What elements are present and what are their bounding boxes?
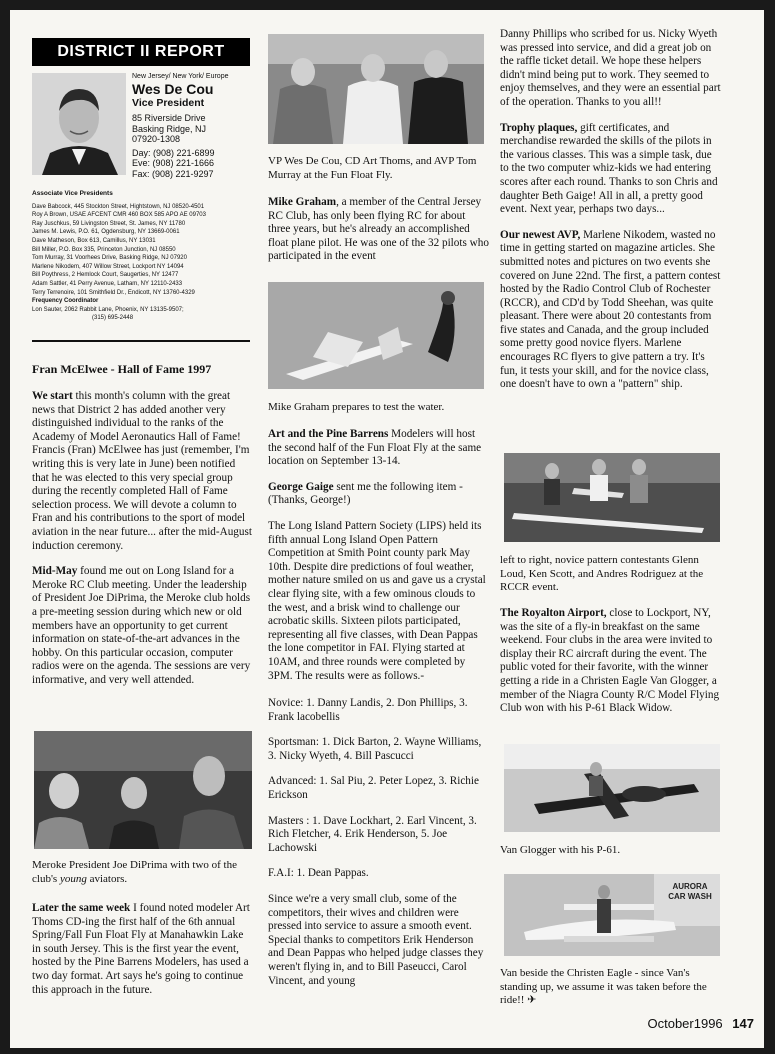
photo-rccr-contestants: [504, 453, 720, 542]
assoc-item: Terry Terrenoire, 101 Smithfield Dr., Endicott, NY 13760-4329: [32, 289, 195, 296]
assoc-item: Dave Matheson, Box 613, Camillus, NY 13031: [32, 237, 156, 244]
vp-address-3: 07920-1308: [132, 134, 181, 144]
assoc-item: Bill Poythress, 2 Hemlock Court, Saugerties, NY 12477: [32, 272, 179, 279]
col3-text-mid: [500, 607, 722, 716]
paragraph: Art and the Pine Barrens Modelers will host the second half of the Fun Float Fly at the same location on September 13-14.: [268, 428, 482, 468]
car-wash-sign: AURORA CAR WASH: [668, 882, 712, 901]
issue-date: October1996: [647, 1016, 723, 1031]
col2-text-top: [268, 196, 490, 264]
paragraph: The Royalton Airport, close to Lockport, NY, was the site of a fly-in breakfast on the same weekend. Four clubs in the area were invited to display their RC aircraft during the event. The public voted for their favorite, with the winner getting a ride in a Christen Eagle Van Glogger, a member of the Niagra County R/C Model Flying Club won with his P-61 Black Widow.: [500, 607, 720, 715]
results-novice: Novice: 1. Danny Landis, 2. Don Phillips, 3. Frank lacobellis: [268, 697, 468, 723]
col1-text-top: [32, 390, 254, 687]
results-advanced: Advanced: 1. Sal Piu, 2. Peter Lopez, 3. Richie Erickson: [268, 775, 479, 802]
vp-address-1: 85 Riverside Drive: [132, 113, 206, 123]
caption-p61: Van Glogger with his P-61.: [500, 844, 621, 856]
col2-text-mid: [268, 428, 490, 988]
vp-eve-phone: Eve: (908) 221-1666: [132, 158, 215, 168]
freq-phone: (315) 695-2448: [92, 315, 134, 322]
results-masters: Masters : 1. Dave Lockhart, 2. Earl Vincent, 3. Rich Fletcher, 4. Erik Henderson, 5. Joe Lachowski: [268, 814, 477, 854]
photo-float-plane: [268, 282, 484, 389]
caption-rccr: left to right, novice pattern contestants Glenn Loud, Ken Scott, and Andres Rodriguez at the RCCR event.: [500, 554, 704, 594]
associate-vp-list: [32, 190, 254, 323]
freq-coordinator: Lon Sauter, 2062 Rabbit Lane, Phoenix, NY 13135-9507;: [32, 306, 184, 313]
col3-text-top: [500, 28, 722, 392]
magazine-page: [10, 10, 764, 1048]
assoc-heading: Associate Vice Presidents: [32, 190, 113, 197]
assoc-item: Marlene Nikodem, 407 Willow Street, Lockport NY 14094: [32, 263, 184, 270]
paragraph: Since we're a very small club, some of the competitors, their wives and children were pressed into service to assure a smooth event. Special thanks to competitors Erik Henderson and Dean Pappas who helped judge classes they weren't flying in, and to Bill Paseucci, Carol Vincent, and young: [268, 893, 484, 987]
paragraph: Mike Graham, a member of the Central Jersey RC Club, has only been flying RC for about three years, but he's already an accomplished float plane pilot. He was one of the 32 pilots who participated in the event: [268, 196, 489, 263]
vp-address-2: Basking Ridge, NJ: [132, 123, 207, 134]
paragraph: The Long Island Pattern Society (LIPS) held its fifth annual Long Island Open Pattern Competition at Smith Point county park May 10th. Despite dire predictions of foul weather, mother nature smiled on us and gave us a crystal clear flying site, with a few ominous clouds to the west, and a brisk wind to challenge our acrobatic skills. Sixteen pilots participated, representing all five classes, with Dean Pappas the lone competitor in FAI. Flying started at 10AM, and three rounds were completed by 3PM. The results were as follows.-: [268, 519, 486, 682]
paragraph: George Gaige sent me the following item - (Thanks, George!): [268, 480, 463, 507]
vp-region: New Jersey/ New York/ Europe: [132, 73, 229, 80]
caption-trio: VP Wes De Cou, CD Art Thoms, and AVP Tom Murray at the Fun Float Fly.: [268, 155, 477, 181]
photo-christen-eagle: [504, 874, 720, 956]
district-banner: DISTRICT II REPORT: [32, 38, 250, 66]
page-number: 147: [732, 1016, 754, 1031]
col1-text-bottom: [32, 902, 254, 997]
assoc-item: Tom Murray, 31 Voorhees Drive, Basking Ridge, NJ 07920: [32, 255, 187, 262]
paragraph: Later the same week I found noted modeler Art Thoms CD-ing the first half of the 6th annual Spring/Fall Fun Float Fly at Manahawkin Lake in south Jersey. This is the first year the event, hosted by the Pine Barrens Modelers, has used a two day format. Art says he's going to continue this approach in the future.: [32, 902, 250, 996]
photo-meroke-president: [34, 731, 252, 849]
vp-contact: [132, 72, 252, 179]
photo-float-fly-trio: [268, 34, 484, 144]
paragraph: Our newest AVP, Marlene Nikodem, wasted no time in getting started on magazine articles. She submitted notes and pictures on two events she covered on June 22nd. The first, a pattern contest hosted by the Radio Control Club of Rochester (RCCR), and CD'd by Todd Sheehan, was quite pleasant. There were about 20 contestants from five states and Canada, and the group included some pretty good novice flyers. Marlene encourages RC flyers to give pattern a try. It's fun, it tests your skill, and for the novice class, one doesn't have to own a "pattern" ship.: [500, 228, 721, 391]
assoc-item: Roy A Brown, USAE AFCENT CMR 460 BOX 585 APO AE 09703: [32, 212, 206, 219]
vp-portrait: [32, 73, 126, 175]
vp-fax: Fax: (908) 221-9297: [132, 168, 214, 179]
section-divider: [32, 340, 250, 342]
paragraph: Mid-May found me out on Long Island for a Meroke RC Club meeting. Under the leadership of President Joe DiPrima, the Meroke club holds a pre-meeting session during which new or old members have an opportunity to get current information on state-of-the-art advances in the hobby. On this particular occasion, computer radios were on the agenda. The sessions are very informative, and very well attended.: [32, 565, 251, 686]
results-fai: F.A.I: 1. Dean Pappas.: [268, 867, 369, 880]
page-footer: [614, 1016, 754, 1031]
article-title: Fran McElwee - Hall of Fame 1997: [32, 362, 212, 376]
caption-meroke: Meroke President Joe DiPrima with two of the club's young aviators.: [32, 859, 237, 885]
vp-title: Vice President: [132, 97, 205, 109]
caption-mike-graham: Mike Graham prepares to test the water.: [268, 401, 445, 413]
assoc-item: Adam Sattler, 41 Perry Avenue, Latham, NY 12110-2433: [32, 280, 183, 287]
assoc-item: James M. Lewis, P.O. 61, Ogdensburg, NY 13669-0061: [32, 229, 180, 236]
assoc-item: Bill Miller, P.O. Box 335, Princeton Junction, NJ 08550: [32, 246, 176, 253]
freq-heading: Frequency Coordinator: [32, 298, 99, 305]
paragraph: Trophy plaques, gift certificates, and merchandise rewarded the skills of the pilots in the various classes. This was a simple task, due to the two computer whiz-kids we had entering scores after each round. Thanks to son Chris and daughter Beth Gaige! All in all, a pretty good event. Next year, perhaps two days...: [500, 121, 718, 216]
caption-christen-eagle: Van beside the Christen Eagle - since Van's standing up, we assume it was taken before the ride!! ✈: [500, 967, 707, 1007]
assoc-item: Dave Babcock, 445 Stockton Street, Hightstown, NJ 08520-4501: [32, 203, 205, 210]
vp-day-phone: Day: (908) 221-6899: [132, 147, 215, 158]
paragraph: Danny Phillips who scribed for us. Nicky Wyeth was pressed into service, and did a great job on the raffle ticket detail. We hope these helpers didn't mind being put to work. They seemed to enjoy themselves, and they were an essential part of the operation. Thanks to you all!!: [500, 28, 721, 108]
results-sportsman: Sportsman: 1. Dick Barton, 2. Wayne Williams, 3. Nicky Wyeth, 4. Bill Pascucci: [268, 736, 482, 762]
vp-name: Wes De Cou: [132, 81, 214, 97]
assoc-item: Ray Juschkus, 59 Livingston Street, St. James, NY 11780: [32, 220, 186, 227]
paragraph: We start this month's column with the great news that District 2 has added another very distinguished individual to the ranks of the Academy of Model Aeronautics Hall of Fame! Francis (Fran) McElwee has just (remember, I'm writing this is very late in June) been notified that he was elected to this very special group during the recently completed Hall of Fame selection process. We will devote a column to Fran and his contributions to the sport of model aviation in the near future... after the mid-August induction ceremony.: [32, 390, 252, 552]
photo-p61: [504, 744, 720, 832]
